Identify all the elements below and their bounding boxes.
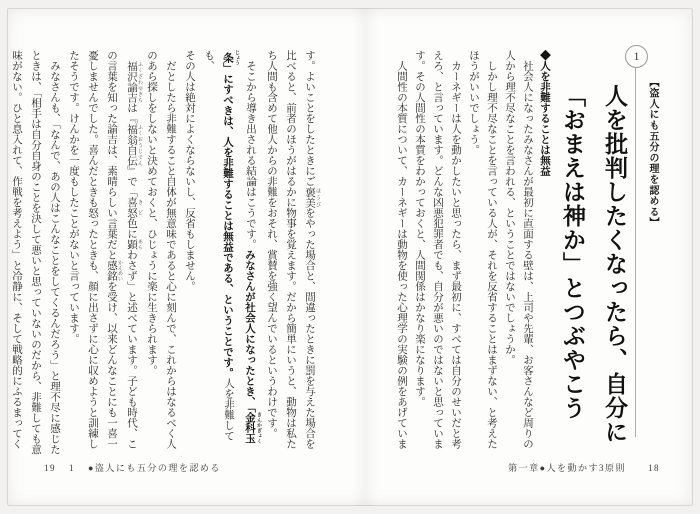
body-column: [536, 50, 554, 456]
text-run: カーネギーは人を動かしたいと思ったら、まず最初に、すべては自分のせいだと考: [450, 50, 461, 449]
body-column: [240, 50, 262, 456]
body-column: [410, 50, 428, 456]
text-run: 人間性の本質について、カーネギーは動物を使った心理学の実験の例をあげていま: [396, 50, 407, 449]
text-run: をやった場合と、間違ったときに罰を与えた場合を: [304, 207, 315, 449]
text-run: しかし理不尽なことを言っている人が、それを反省することはまずない、と考えた: [486, 50, 497, 449]
footer-chapter-label: 第一章●人を動かす3原則: [508, 463, 626, 473]
footer-left-page: [44, 461, 221, 474]
text-run: えろ、と言っています。どんな凶悪犯罪者でも、自分が悪いのではないと思っていま: [432, 50, 443, 449]
body-column: [482, 50, 500, 456]
chapter-title-line: 人を批判したくなったら、自分に: [602, 84, 628, 444]
chapter-number-badge: [625, 45, 648, 68]
text-run: 色に: [126, 218, 137, 239]
text-run: を受け、以来どんなことにも一喜一: [106, 281, 117, 449]
text-run: ち人間も含めて他人からの非難をおそれ、賞賛を強く望んでいるというわけです。: [266, 50, 277, 439]
text-run: 人を非難しても、: [203, 50, 234, 441]
body-column: [7, 50, 26, 456]
text-run: す。よいことをしたときにご: [304, 50, 315, 187]
emphasis-text-run: みなさんが社会人になったとき、「: [244, 249, 256, 413]
text-run: 憂しませんでした。喜んだときも怒ったときも、顔に出さずに心に収めようと訓練し: [87, 50, 98, 449]
body-column: [142, 50, 161, 456]
body-column: [180, 50, 199, 456]
text-run: だとしたら非難すること自体が無意味であると心に刻んで、これからはなるべく人: [165, 50, 176, 449]
text-run: 味がない。ひと息入れて、作戦を考えよう」と冷静に、そして戦略的にふるまってく: [11, 50, 22, 449]
body-text-left-page: [7, 50, 320, 456]
emphasis-text-run: 金科玉 きんかぎょく: [244, 412, 262, 444]
text-run: そこから導き出される結論はこうです。: [245, 50, 256, 250]
body-column: [281, 50, 300, 456]
text-run: わさず」と述べています。子ども時代、こ: [126, 249, 137, 449]
text-run: 福沢諭吉 ふくざわゆきち: [126, 60, 142, 103]
chapter-number: 1: [633, 49, 640, 63]
text-run: ほうがいいでしょう。: [468, 50, 479, 155]
text-run: 顕 あら: [126, 239, 142, 250]
text-run: 喜怒 きど: [126, 197, 142, 218]
text-run: その人は絶対によくならないし、反省もしません。: [184, 50, 195, 292]
text-run: 人から理不尽なことを言われる、ということではないでしょうか。: [504, 50, 515, 365]
footer-right-page: [508, 461, 660, 474]
body-column: [199, 50, 240, 456]
body-column: [392, 50, 410, 456]
text-run: 比べると、前者のほうがはるかに物事を覚えます。だから簡単にいうと、動物は私た: [285, 50, 296, 449]
body-column: [518, 50, 536, 456]
body-column: [446, 50, 464, 456]
footer-section-title: ●盗人にも五分の理を認める: [88, 463, 221, 473]
section-label: 【盗人にも五分の理を認める】: [647, 77, 658, 229]
body-column: [122, 50, 142, 456]
body-text-right-page: [392, 50, 554, 456]
body-column: [161, 50, 180, 456]
emphasis-text-run: ◆人を非難することは無益: [539, 50, 551, 176]
body-column: [300, 50, 320, 456]
body-column: [64, 50, 83, 456]
body-column: [500, 50, 518, 456]
footer-page-number: 19: [44, 463, 56, 473]
text-run: たそうです。けんかを一度もしたことがないと言っています。: [68, 50, 79, 344]
footer-page-number: 18: [648, 463, 660, 473]
body-column: [464, 50, 482, 456]
text-run: ときは、「相手は自分自身のことを決して悪いと思っていないのだから、非難しても意: [30, 50, 41, 455]
text-run: は『: [126, 102, 137, 124]
body-column: [45, 50, 64, 456]
body-column: [26, 50, 45, 456]
emphasis-text-run: 」にすべきは、人を非難することは無益である、ということです。: [222, 63, 234, 378]
body-column: [83, 50, 102, 456]
text-run: 褒美 ほうび: [304, 186, 320, 208]
text-run: の言葉を知った諭吉は、素晴らしい言葉だと: [106, 50, 117, 260]
text-run: 』で「: [126, 165, 137, 197]
text-run: 福翁自伝 ふくおうじでん: [126, 123, 142, 166]
body-column: [262, 50, 281, 456]
body-column: [102, 50, 122, 456]
emphasis-text-run: 条 じょう: [222, 50, 240, 65]
chapter-title: [552, 84, 636, 444]
text-run: す。その人間性の本質をわかっておくと、人間関係はかなり楽になります。: [414, 50, 425, 407]
text-run: 感銘 かんめい: [106, 260, 122, 281]
text-run: [126, 50, 137, 61]
chapter-title-line: 「おまえは神か」とつぶやこう: [560, 84, 586, 420]
body-column: [428, 50, 446, 456]
text-run: のあら探しをしないと決めておくと、ひじょうに楽に生きられます。: [146, 50, 157, 376]
footer-section-number: 1: [69, 463, 75, 473]
text-run: 社会人になったみなさんが最初に直面する壁は、上司や先輩、お客さんなど周りの: [522, 50, 533, 449]
text-run: みなさんも、「なんで、あの人はこんなことをしてくるんだろう」と理不尽に感じた: [49, 50, 60, 455]
